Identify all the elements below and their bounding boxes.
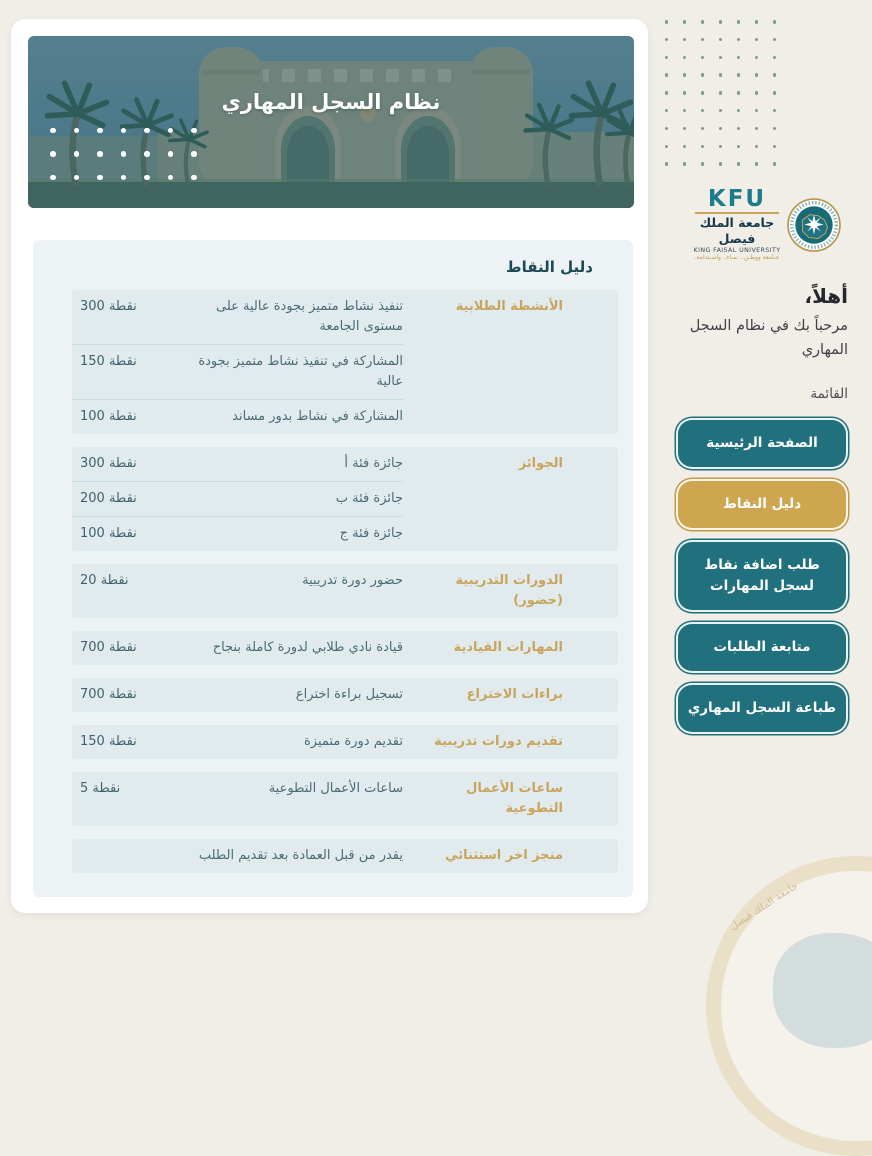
dot — [683, 73, 687, 77]
row-description: جائزة فئة أ — [344, 456, 403, 471]
dot — [773, 73, 777, 77]
row-description: المشاركة في تنفيذ نشاط متميز بجودة عالية — [187, 344, 403, 399]
dot — [683, 91, 687, 95]
university-tagline: جـامعة ووطـن.. نمـاء.. واسـتدامة. — [694, 253, 780, 261]
sidebar-menu — [676, 418, 848, 734]
menu-button[interactable]: متابعة الطلبات — [676, 622, 848, 673]
dot — [665, 20, 669, 24]
dot — [701, 56, 705, 60]
dot — [168, 175, 174, 181]
category-label — [403, 344, 618, 399]
university-name-ar: جامعة الملك فيصل — [699, 215, 775, 246]
dot — [773, 20, 777, 24]
logo-divider — [695, 212, 779, 214]
dot — [50, 128, 56, 134]
points-group — [72, 772, 618, 826]
dot — [168, 128, 174, 134]
dot — [665, 91, 669, 95]
table-row — [72, 481, 618, 516]
dot — [97, 175, 103, 181]
dot — [737, 109, 741, 113]
dot — [719, 73, 723, 77]
table-row — [72, 564, 618, 618]
kfu-acronym: KFU — [707, 186, 767, 213]
row-points: 700 نقطة — [80, 640, 137, 655]
dot — [773, 162, 777, 166]
category-label: الجوائز — [518, 456, 563, 471]
row-points: 100 نقطة — [72, 399, 187, 434]
row-description: ساعات الأعمال التطوعية — [268, 781, 403, 796]
points-group — [72, 564, 618, 618]
kfu-logo — [693, 186, 841, 261]
row-points: 20 نقطة — [80, 573, 129, 588]
row-description: جائزة فئة ج — [187, 516, 403, 551]
row-points: 300 نقطة — [80, 456, 137, 471]
dot — [191, 175, 197, 181]
dot — [701, 38, 705, 42]
dot — [755, 162, 759, 166]
dot — [755, 91, 759, 95]
dot — [97, 151, 103, 157]
watermark-text: جامعة الملك فيصل — [728, 880, 801, 933]
points-group — [72, 290, 618, 434]
table-row — [72, 447, 618, 481]
dot — [665, 145, 669, 149]
dot — [737, 73, 741, 77]
dot — [701, 145, 705, 149]
dot — [74, 175, 80, 181]
dot — [737, 56, 741, 60]
dot — [50, 151, 56, 157]
row-points: 300 نقطة — [80, 299, 137, 314]
dot — [701, 162, 705, 166]
dot — [683, 56, 687, 60]
kfu-watermark — [706, 856, 872, 1156]
dot — [701, 91, 705, 95]
watermark-map-shape — [773, 933, 872, 1048]
table-row — [72, 725, 618, 759]
points-group — [72, 839, 618, 873]
points-group — [72, 678, 618, 712]
dot — [737, 145, 741, 149]
table-row — [72, 516, 618, 551]
banner-dots-pattern — [32, 128, 197, 199]
dot — [737, 38, 741, 42]
table-row — [72, 344, 618, 399]
dot — [144, 151, 150, 157]
dot — [755, 109, 759, 113]
table-row — [72, 772, 618, 826]
row-description: قيادة نادي طلابي لدورة كاملة بنجاح — [212, 640, 403, 655]
dot — [719, 127, 723, 131]
dot — [168, 151, 174, 157]
dot — [683, 145, 687, 149]
dot — [755, 56, 759, 60]
dot — [701, 127, 705, 131]
dot — [665, 127, 669, 131]
row-description: حضور دورة تدريبية — [302, 573, 403, 588]
row-description: تسجيل براءة اختراع — [295, 687, 403, 702]
dot — [683, 162, 687, 166]
category-label: براءات الاختراع — [466, 687, 563, 702]
dot — [683, 20, 687, 24]
dot — [737, 91, 741, 95]
category-label: منجز اخر استثنائي — [445, 848, 563, 863]
dot — [683, 109, 687, 113]
table-row — [72, 678, 618, 712]
table-row — [72, 839, 618, 873]
dot — [773, 91, 777, 95]
dot — [121, 151, 127, 157]
dot — [191, 128, 197, 134]
row-points: 5 نقطة — [80, 781, 121, 796]
row-description: جائزة فئة ب — [187, 481, 403, 516]
kfu-logo-text — [693, 186, 781, 261]
dot — [665, 56, 669, 60]
row-description: تقديم دورة متميزة — [303, 734, 403, 749]
table-row — [72, 631, 618, 665]
points-group — [72, 447, 618, 551]
points-guide-title: دليل النقاط — [506, 258, 593, 276]
points-guide-table — [72, 290, 618, 873]
dot — [773, 109, 777, 113]
welcome-block — [653, 284, 848, 362]
row-description: يقدر من قبل العمادة بعد تقديم الطلب — [198, 848, 403, 863]
dot — [719, 38, 723, 42]
dot — [773, 145, 777, 149]
page-title: نظام السجل المهاري — [221, 90, 441, 114]
row-points: 100 نقطة — [72, 516, 187, 551]
row-description: تنفيذ نشاط متميز بجودة عالية على مستوى الجامعة — [215, 299, 403, 334]
row-points: 200 نقطة — [72, 481, 187, 516]
dot — [737, 20, 741, 24]
row-description: المشاركة في نشاط بدور مساند — [187, 399, 403, 434]
table-row — [72, 399, 618, 434]
dot — [121, 128, 127, 134]
dot — [755, 38, 759, 42]
sidebar-dots-pattern — [650, 20, 776, 180]
dot — [683, 38, 687, 42]
dot — [191, 151, 197, 157]
dot — [74, 151, 80, 157]
dot — [97, 128, 103, 134]
category-label — [403, 516, 618, 551]
dot — [737, 162, 741, 166]
dot — [719, 109, 723, 113]
dot — [74, 128, 80, 134]
dot — [719, 20, 723, 24]
dot — [665, 162, 669, 166]
dot — [773, 127, 777, 131]
banner — [28, 36, 634, 208]
row-points: 150 نقطة — [80, 734, 137, 749]
category-label: المهارات القيادية — [453, 640, 563, 655]
row-points — [72, 839, 187, 873]
row-points: 700 نقطة — [80, 687, 137, 702]
menu-button[interactable]: دليل النقاط — [676, 479, 848, 530]
dot — [719, 162, 723, 166]
dot — [683, 127, 687, 131]
dot — [719, 145, 723, 149]
welcome-text: مرحباً بك في نظام السجل المهاري — [689, 318, 848, 358]
menu-button[interactable]: طلب اضافة نقاط لسجل المهارات — [676, 540, 848, 612]
row-points: 150 نقطة — [72, 344, 187, 399]
dot — [755, 73, 759, 77]
points-group — [72, 631, 618, 665]
menu-button[interactable]: الصفحة الرئيسية — [676, 418, 848, 469]
dot — [665, 38, 669, 42]
points-guide-card — [33, 240, 633, 897]
dot — [755, 20, 759, 24]
dot — [665, 109, 669, 113]
dot — [773, 56, 777, 60]
dot — [701, 109, 705, 113]
dot — [719, 91, 723, 95]
dot — [665, 73, 669, 77]
category-label — [403, 399, 618, 434]
dot — [121, 175, 127, 181]
dot — [701, 73, 705, 77]
dot — [50, 175, 56, 181]
dot — [701, 20, 705, 24]
dot — [144, 128, 150, 134]
menu-label: القائمة — [810, 386, 848, 402]
greeting-text: أهلاً، — [804, 284, 848, 308]
points-group — [72, 725, 618, 759]
dot — [755, 145, 759, 149]
dot — [144, 175, 150, 181]
menu-button[interactable]: طباعة السجل المهاري — [676, 683, 848, 734]
category-label: الأنشطة الطلابية — [455, 299, 563, 314]
dot — [719, 56, 723, 60]
kfu-emblem-icon — [787, 198, 841, 252]
dot — [755, 127, 759, 131]
university-name-en: KING FAISAL UNIVERSITY — [693, 246, 781, 254]
main-panel — [11, 19, 648, 913]
category-label: الدورات التدريبية (حضور) — [455, 573, 563, 608]
table-row — [72, 290, 618, 344]
category-label: ساعات الأعمال التطوعية — [466, 781, 563, 816]
dot — [773, 38, 777, 42]
category-label — [403, 481, 618, 516]
dot — [737, 127, 741, 131]
category-label: تقديم دورات تدريبية — [434, 734, 563, 749]
